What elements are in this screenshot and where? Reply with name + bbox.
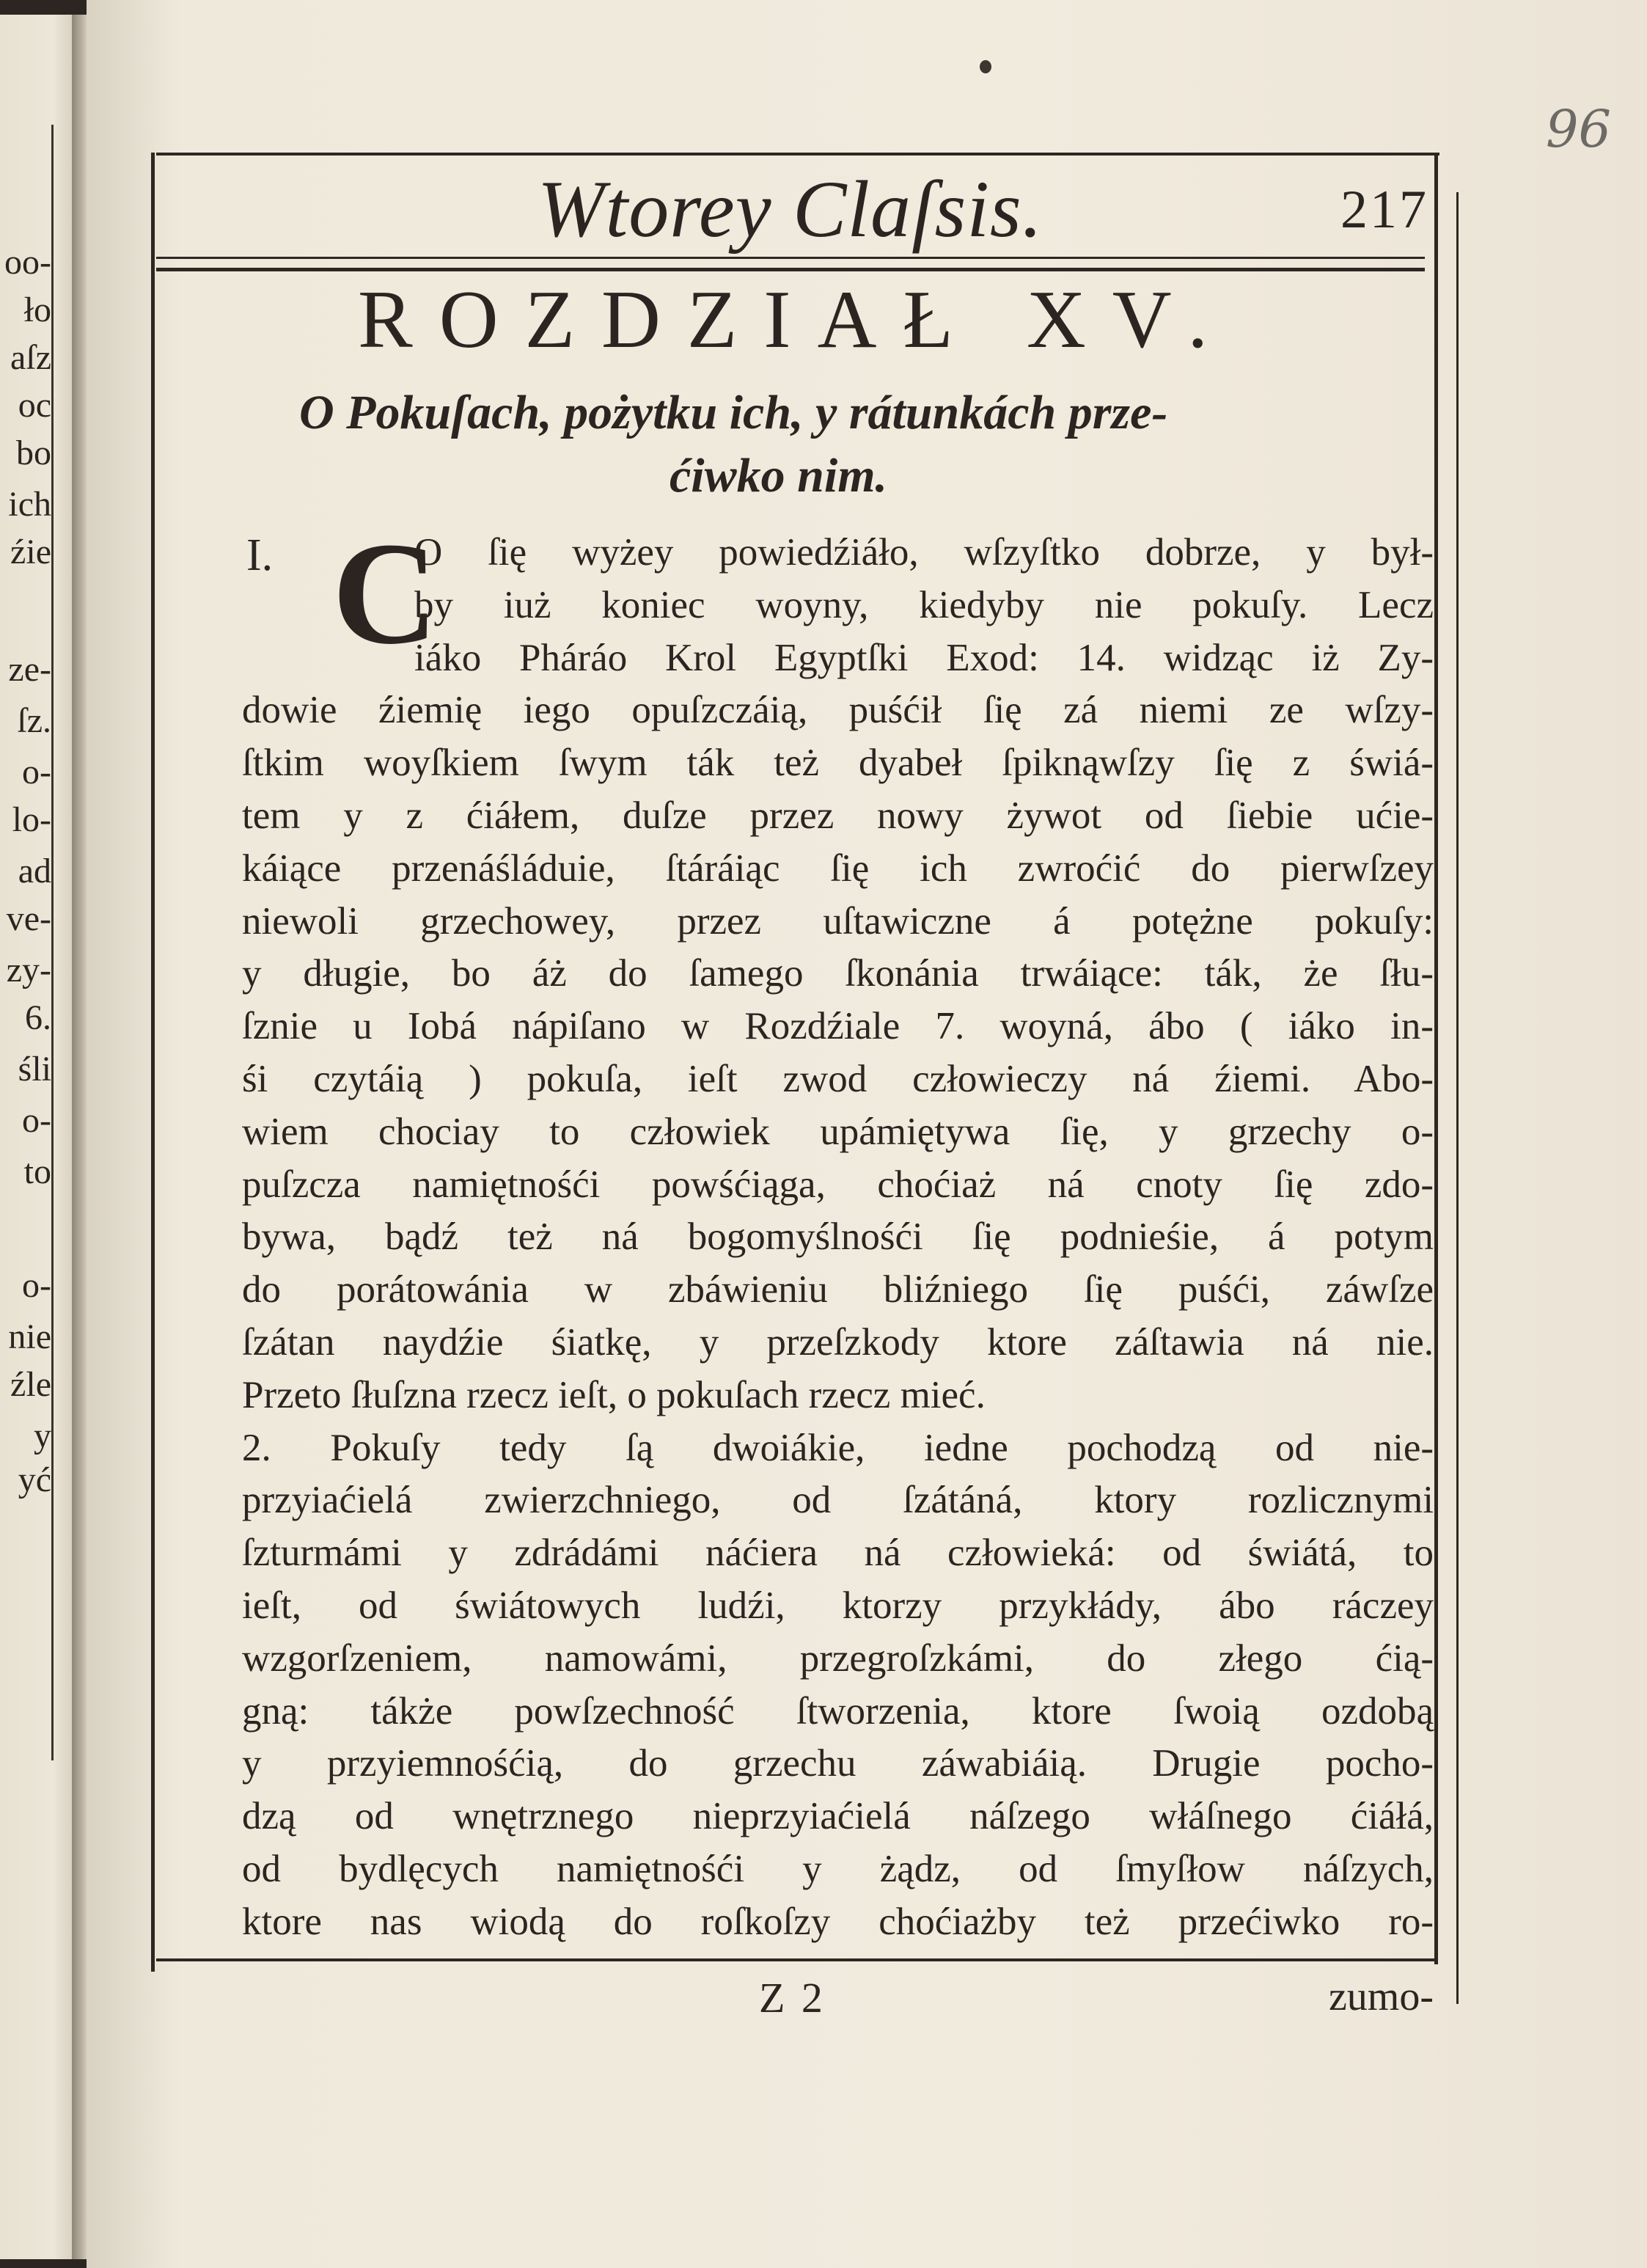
facing-page-fragment: ad [18,852,51,890]
facing-page-fragment: ich [8,485,51,524]
running-title: Wtorey Claſsis. [538,164,1043,254]
facing-page-fragment: zy- [6,951,51,989]
facing-page-fragment: ze- [8,650,51,689]
facing-page-fragment: 6. [25,998,51,1037]
text-line: niewoli grzechowey, przez uſtawiczne á potężne pokuſy: [242,899,1434,943]
facing-page-fragment: źle [10,1365,51,1404]
facing-page-fragment: aſz [10,338,51,377]
facing-page-fragment: yć [18,1460,51,1499]
paragraph-number: I. [246,530,274,580]
signature-mark: Z 2 [759,1974,826,2022]
text-line: wiem chociay to człowiek upámiętywa ſię, y grzechy o- [242,1110,1434,1153]
facing-page-fragment: źie [10,533,51,571]
facing-page-fragment: śli [18,1050,51,1089]
text-line: y przyiemnośćią, do grzechu záwabiáią. Drugie pocho- [242,1742,1434,1785]
facing-page-fragment: nie [8,1317,51,1356]
running-head [241,163,1428,258]
text-line: 2. Pokuſy tedy ſą dwoiákie, iedne pochodzą od nie- [242,1426,1434,1469]
text-line: od bydlęcych namiętnośći y żądz, od ſmyſłow náſzych, [242,1847,1434,1890]
text-line: y długie, bo áż do ſamego ſkonánia trwáiące: ták, że ſłu- [242,952,1434,995]
chapter-subtitle [299,381,1443,508]
book-gutter [72,15,88,2259]
facing-page-fragment: o- [22,753,51,791]
frame-bottom-rule [156,1958,1436,1961]
facing-page-rule [51,125,54,1760]
facing-page-fragment: ve- [6,899,51,938]
text-line: ieſt, od świátowych ludźi, ktorzy przykłády, ábo ráczey [242,1584,1434,1627]
facing-page-fragment: ſz. [17,701,51,740]
facing-page-fragment: y [34,1416,51,1455]
subtitle-line-2: ćiwko nim. [670,449,888,502]
page-number: 217 [1340,180,1428,240]
text-line: Przeto ſłuſzna rzecz ieſt, o pokuſach rzecz mieć. [242,1373,986,1416]
text-line: ſzátan naydźie śiatkę, y przeſzkody ktore záſtawia ná nie. [242,1320,1434,1364]
text-line: tem y z ćiáłem, duſze przez nowy żywot od ſiebie ućie- [242,794,1434,837]
text-line: O ſię wyżey powiedźiáło, wſzyſtko dobrze, y był- [414,531,1434,574]
frame-header-rule-double [156,268,1425,271]
page-footer [242,1973,1434,2039]
text-line: iáko Pháráo Krol Egyptſki Exod: 14. widząc iż Zy- [414,636,1434,679]
facing-page-fragment: o- [22,1266,51,1305]
text-line: wzgorſzeniem, namowámi, przegroſzkámi, do złego ćią- [242,1636,1434,1680]
text-line: przyiaćielá zwierzchniego, od ſzátáná, ktory rozlicznymi [242,1479,1434,1522]
text-line: dowie źiemię iego opuſzczáią, puśćił ſię zá niemi ze wſzy- [242,689,1434,732]
facing-page-fragment: to [23,1152,51,1191]
text-line: dzą od wnętrznego nieprzyiaćielá náſzego włáſnego ćiáłá, [242,1795,1434,1838]
body-text [242,527,1434,1949]
catchword: zumo- [1328,1974,1434,2019]
text-line: do porátowánia w zbáwieniu bliźniego ſię puśći, záwſze [242,1268,1434,1312]
text-line: káiące przenáśláduie, ſtáráiąc ſię ich zwroćić do pierwſzey [242,846,1434,890]
frame-outer-right-rule [1456,192,1459,2004]
text-line: ſznie u Iobá nápiſano w Rozdźiale 7. woyná, ábo ( iáko in- [242,1005,1434,1048]
frame-top-rule [156,153,1439,156]
facing-page-fragment: lo- [12,800,51,839]
text-line: ktore nas wiodą do roſkoſzy choćiażby też przećiwko ro- [242,1900,1434,1943]
text-line: by iuż koniec woyny, kiedyby nie pokuſy. Lecz [414,583,1434,626]
facing-page-fragment: ło [23,290,51,329]
text-line: gną: tákże powſzechność ſtworzenia, ktore ſwoią ozdobą [242,1689,1434,1733]
drop-cap: C [332,513,439,675]
chapter-heading: ROZDZIAŁ XV. [358,274,1235,365]
facing-page-edge [0,15,76,2259]
page [87,0,1647,2268]
text-line: śi czytáią ) pokuſa, ieſt zwod człowieczy ná źiemi. Abo- [242,1057,1434,1100]
text-line: bywa, bądź też ná bogomyślnośći ſię podnieśie, á potym [242,1215,1434,1259]
text-line: ſzturmámi y zdrádámi náćiera ná człowieká: od świátá, to [242,1532,1434,1575]
ink-spot [980,60,991,73]
handwritten-folio-number: 96 [1546,99,1612,159]
facing-page-fragment: o- [22,1101,51,1140]
facing-page-fragment: bo [16,434,51,472]
text-line: puſzcza namiętnośći powśćiąga, choćiaż ná cnoty ſię zdo- [242,1163,1434,1206]
frame-left-rule [151,153,155,1972]
subtitle-line-1: O Pokuſach, pożytku ich, y rátunkách prze- [299,386,1168,439]
text-line: ſtkim woyſkiem ſwym ták też dyabeł ſpiknąwſzy ſię z świá- [242,742,1434,785]
facing-page-fragment: oc [18,386,51,425]
facing-page-fragment: oo- [4,243,51,282]
